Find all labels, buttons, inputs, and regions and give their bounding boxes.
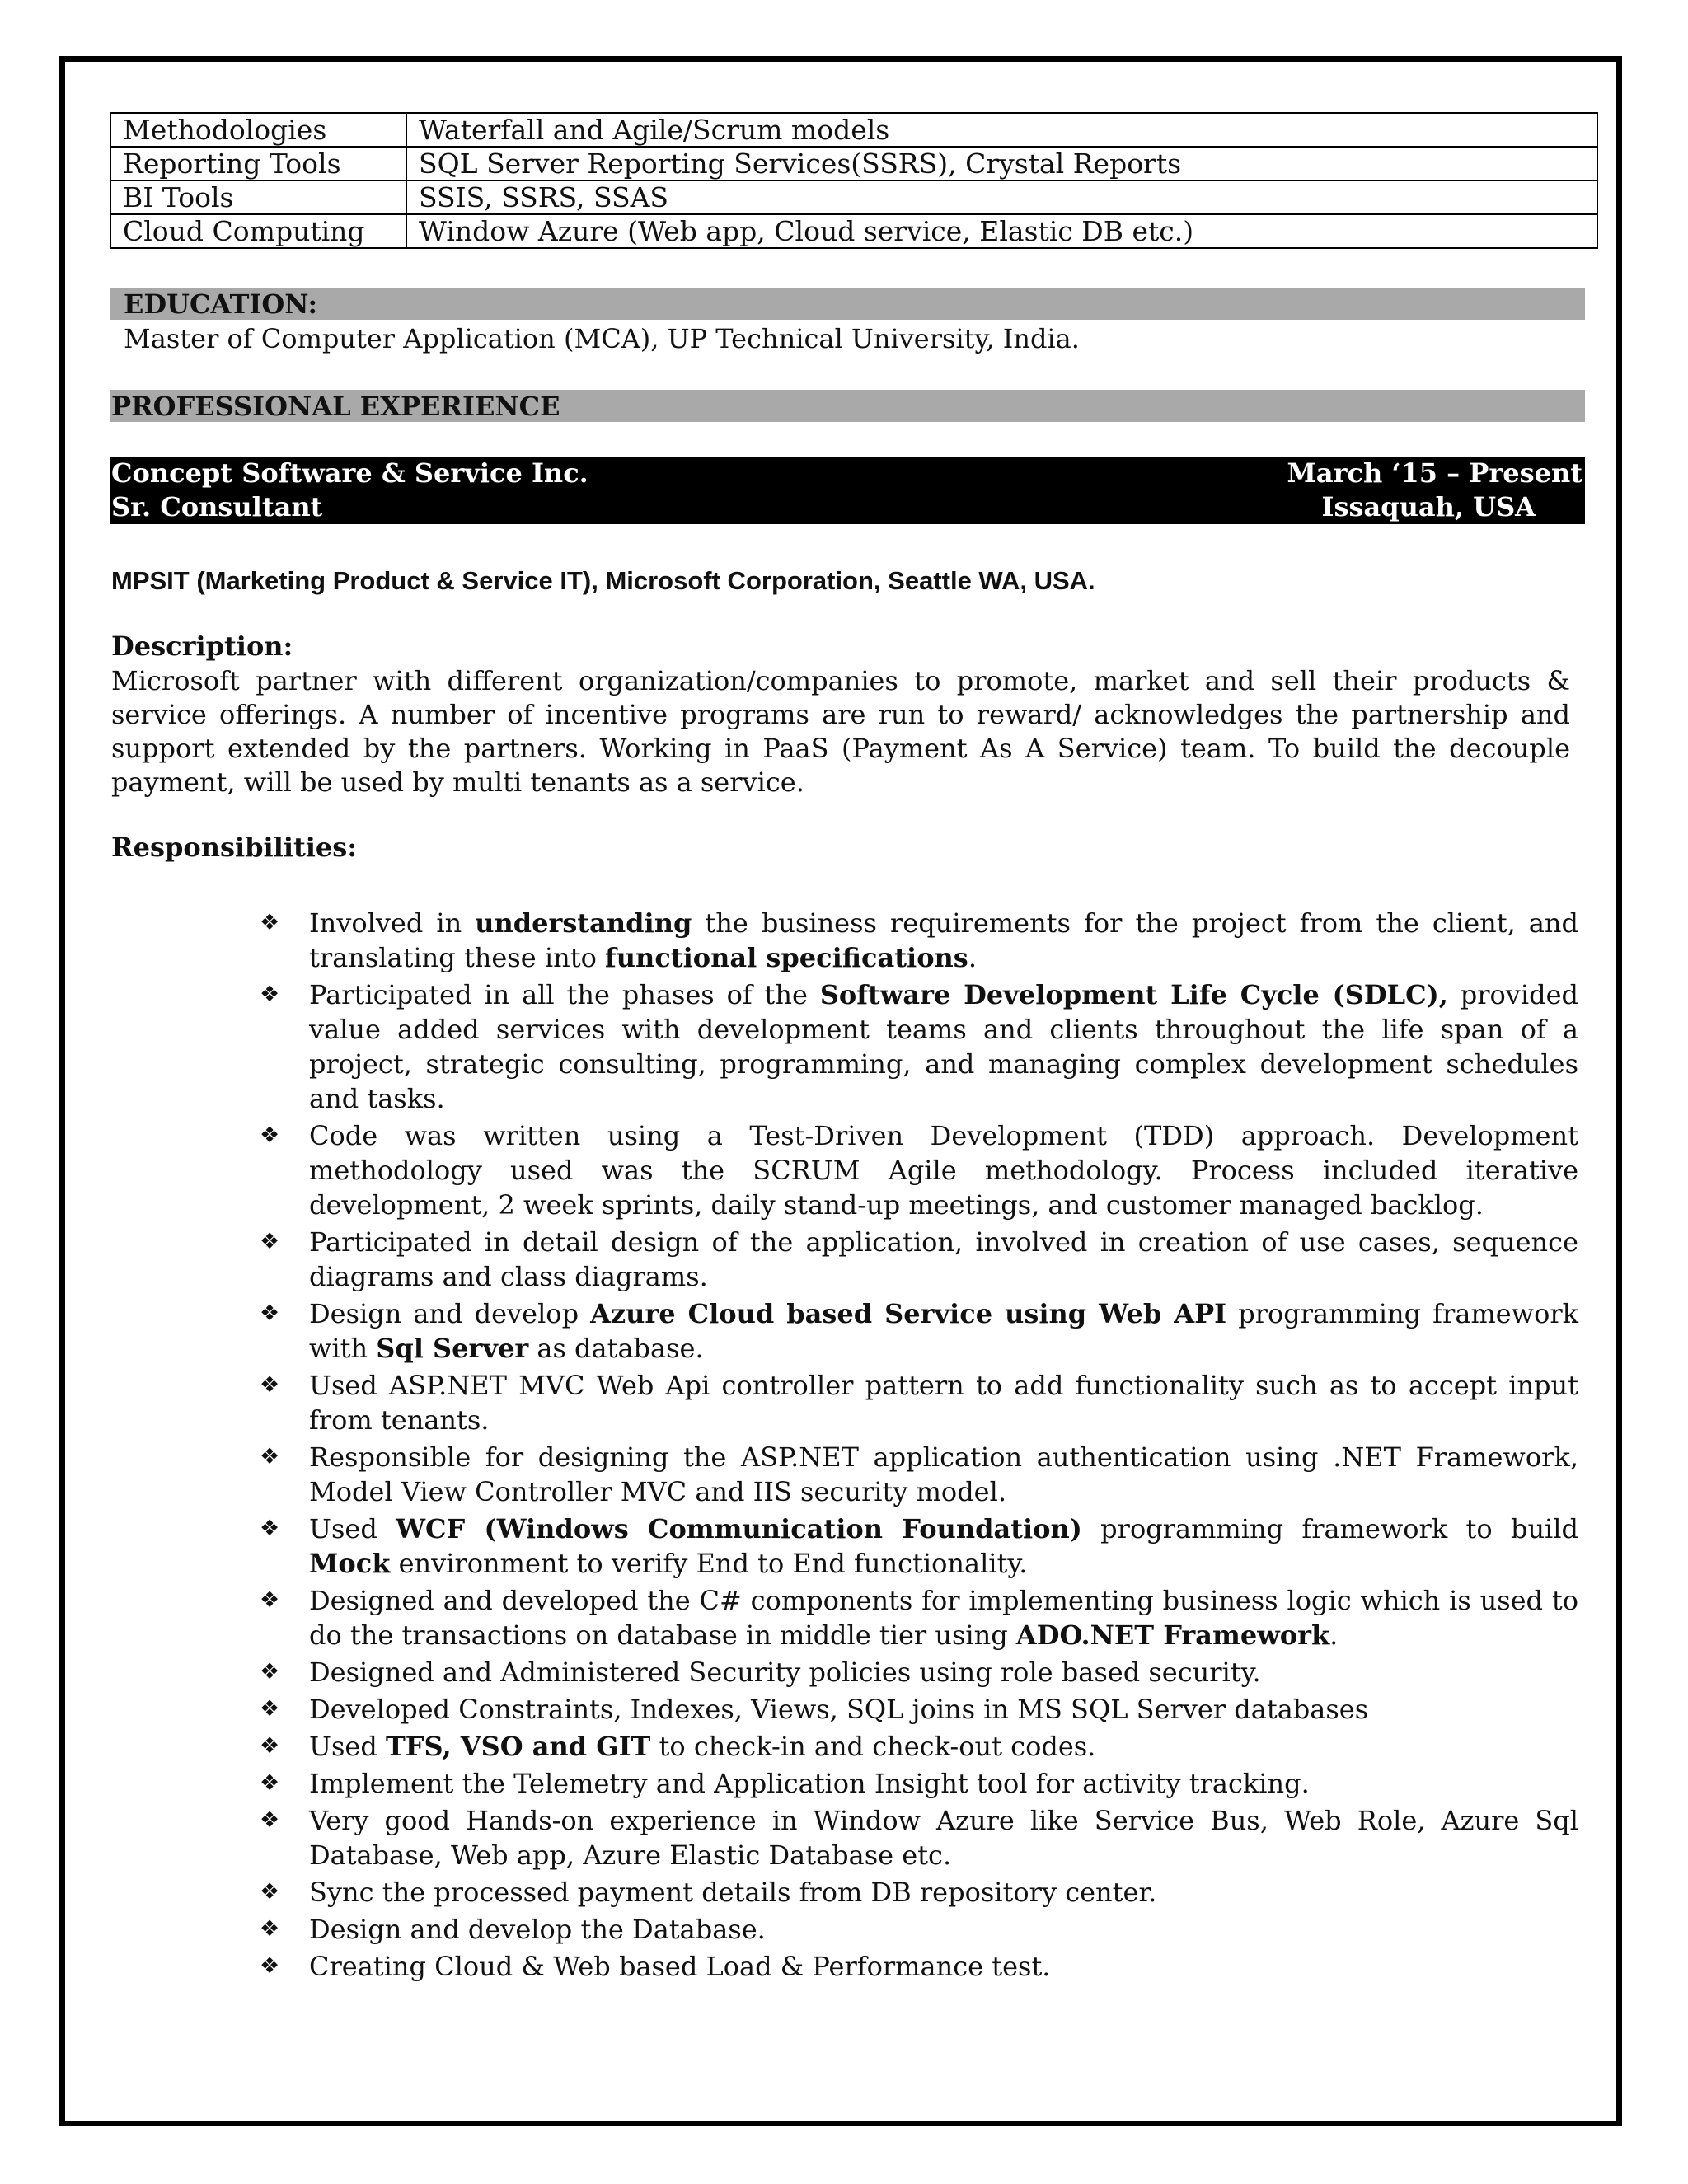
- company-name: Concept Software & Service Inc.: [111, 457, 588, 489]
- description-text: Microsoft partner with different organization/companies to promote, market and sell their products & service offerings. A number of incentive programs are run to reward/ acknowledges the partnership and support extended by the partners. Working in PaaS (Payment As A Service) team. To build the decouple payment, will be used by multi tenants as a service.: [111, 665, 1570, 798]
- skill-value: Waterfall and Agile/Scrum models: [406, 113, 1597, 147]
- table-row: [110, 214, 1597, 248]
- diamond-bullet-icon: ❖: [260, 1122, 280, 1148]
- text-run: environment to verify End to End functionality.: [390, 1548, 1028, 1579]
- text-run: Involved in: [309, 907, 476, 939]
- text-run: .: [968, 942, 977, 973]
- skill-category: BI Tools: [110, 180, 406, 214]
- education-heading: EDUCATION:: [110, 288, 1585, 320]
- text-run: Used: [309, 1731, 386, 1762]
- diamond-bullet-icon: ❖: [260, 1229, 280, 1254]
- diamond-bullet-icon: ❖: [260, 1770, 280, 1796]
- text-run: Very good Hands-on experience in Window Azure like Service Bus, Web Role, Azure Sql Database, Web app, Azure Elastic Database etc.: [309, 1805, 1578, 1871]
- text-run: Design and develop the Database.: [309, 1914, 766, 1945]
- text-run: Creating Cloud & Web based Load & Performance test.: [309, 1951, 1051, 1982]
- diamond-bullet-icon: ❖: [260, 1953, 280, 1979]
- education-entry: Master of Computer Application (MCA), UP Technical University, India.: [124, 323, 1080, 354]
- diamond-bullet-icon: ❖: [260, 910, 280, 935]
- diamond-bullet-icon: ❖: [260, 1733, 280, 1759]
- list-item: [260, 1440, 1578, 1509]
- diamond-bullet-icon: ❖: [260, 1696, 280, 1722]
- diamond-bullet-icon: ❖: [260, 982, 280, 1007]
- text-run: as database.: [528, 1333, 704, 1364]
- description-heading: Description:: [111, 630, 293, 662]
- text-run: Participated in detail design of the application, involved in creation of use cases, sequence diagrams and class diagrams.: [309, 1226, 1578, 1292]
- text-run: Designed and developed the C# components for implementing business logic which is used to do the transactions on database in middle tier using: [309, 1585, 1578, 1651]
- table-row: [110, 147, 1597, 180]
- list-item: [260, 1875, 1578, 1910]
- bold-text: Azure Cloud based Service using Web API: [590, 1298, 1227, 1329]
- list-item: [260, 1296, 1578, 1366]
- job-location: Issaquah, USA: [1321, 491, 1536, 523]
- list-item: [260, 1729, 1578, 1764]
- list-item: [260, 1511, 1578, 1581]
- skill-category: Cloud Computing: [110, 214, 406, 248]
- list-item: [260, 1692, 1578, 1727]
- bold-text: Mock: [309, 1548, 391, 1579]
- list-item: [260, 1912, 1578, 1947]
- skill-category: Methodologies: [110, 113, 406, 147]
- text-run: provided value added services with development teams and clients throughout the life span of a project, strategic consulting, programming, and managing complex development schedules and tasks.: [309, 979, 1579, 1114]
- diamond-bullet-icon: ❖: [260, 1301, 280, 1326]
- text-run: Participated in all the phases of the: [309, 979, 820, 1010]
- experience-heading: PROFESSIONAL EXPERIENCE: [110, 390, 1585, 422]
- diamond-bullet-icon: ❖: [260, 1916, 280, 1942]
- table-row: [110, 113, 1597, 147]
- bold-text: functional specifications: [605, 942, 968, 973]
- text-run: Designed and Administered Security policies using role based security.: [309, 1657, 1261, 1688]
- list-item: [260, 1766, 1578, 1801]
- list-item: [260, 1118, 1578, 1222]
- list-item: [260, 1583, 1578, 1652]
- skill-value: SSIS, SSRS, SSAS: [406, 180, 1597, 214]
- bold-text: ADO.NET Framework: [1015, 1619, 1330, 1651]
- text-run: the business requirements for the project from the client, and translating these into: [309, 907, 1579, 973]
- text-run: programming framework with: [309, 1298, 1579, 1364]
- text-run: Used: [309, 1513, 396, 1544]
- responsibilities-heading: Responsibilities:: [111, 832, 358, 863]
- job-header: [110, 457, 1585, 524]
- diamond-bullet-icon: ❖: [260, 1659, 280, 1685]
- skill-category: Reporting Tools: [110, 147, 406, 180]
- diamond-bullet-icon: ❖: [260, 1587, 280, 1613]
- responsibilities-list: [260, 906, 1578, 1986]
- text-run: Implement the Telemetry and Application Insight tool for activity tracking.: [309, 1768, 1310, 1799]
- list-item: [260, 1949, 1578, 1984]
- list-item: [260, 1803, 1578, 1872]
- diamond-bullet-icon: ❖: [260, 1879, 280, 1905]
- skills-table: [110, 112, 1598, 249]
- skill-value: Window Azure (Web app, Cloud service, Elastic DB etc.): [406, 214, 1597, 248]
- text-run: Responsible for designing the ASP.NET application authentication using .NET Framework, Model View Controller MVC and IIS security model.: [309, 1441, 1578, 1507]
- list-item: [260, 1225, 1578, 1294]
- text-run: to check-in and check-out codes.: [650, 1731, 1096, 1762]
- diamond-bullet-icon: ❖: [260, 1516, 280, 1541]
- bold-text: Sql Server: [376, 1333, 529, 1364]
- text-run: Design and develop: [309, 1298, 591, 1329]
- text-run: .: [1329, 1619, 1339, 1651]
- list-item: [260, 1368, 1578, 1437]
- text-run: Code was written using a Test-Driven Development (TDD) approach. Development methodology used was the SCRUM Agile methodology. Process included iterative development, 2 week sprints, daily stand-up meetings, and customer managed backlog.: [309, 1120, 1578, 1221]
- bold-text: Software Development Life Cycle (SDLC),: [819, 979, 1448, 1010]
- list-item: [260, 906, 1578, 975]
- text-run: Developed Constraints, Indexes, Views, SQL joins in MS SQL Server databases: [309, 1694, 1369, 1725]
- job-title: Sr. Consultant: [111, 491, 323, 523]
- bold-text: TFS, VSO and GIT: [385, 1731, 651, 1762]
- table-row: [110, 180, 1597, 214]
- client-project: MPSIT (Marketing Product & Service IT), Microsoft Corporation, Seattle WA, USA.: [111, 566, 1095, 595]
- diamond-bullet-icon: ❖: [260, 1807, 280, 1833]
- bold-text: understanding: [475, 907, 692, 939]
- employment-dates: March ‘15 – Present: [1287, 457, 1582, 489]
- text-run: Sync the processed payment details from DB repository center.: [309, 1877, 1157, 1908]
- text-run: Used ASP.NET MVC Web Api controller pattern to add functionality such as to accept input from tenants.: [309, 1370, 1578, 1436]
- list-item: [260, 1655, 1578, 1690]
- diamond-bullet-icon: ❖: [260, 1444, 280, 1469]
- diamond-bullet-icon: ❖: [260, 1372, 280, 1398]
- bold-text: WCF (Windows Communication Foundation): [396, 1513, 1082, 1544]
- skill-value: SQL Server Reporting Services(SSRS), Crystal Reports: [406, 147, 1597, 180]
- list-item: [260, 977, 1578, 1116]
- text-run: programming framework to build: [1081, 1513, 1578, 1544]
